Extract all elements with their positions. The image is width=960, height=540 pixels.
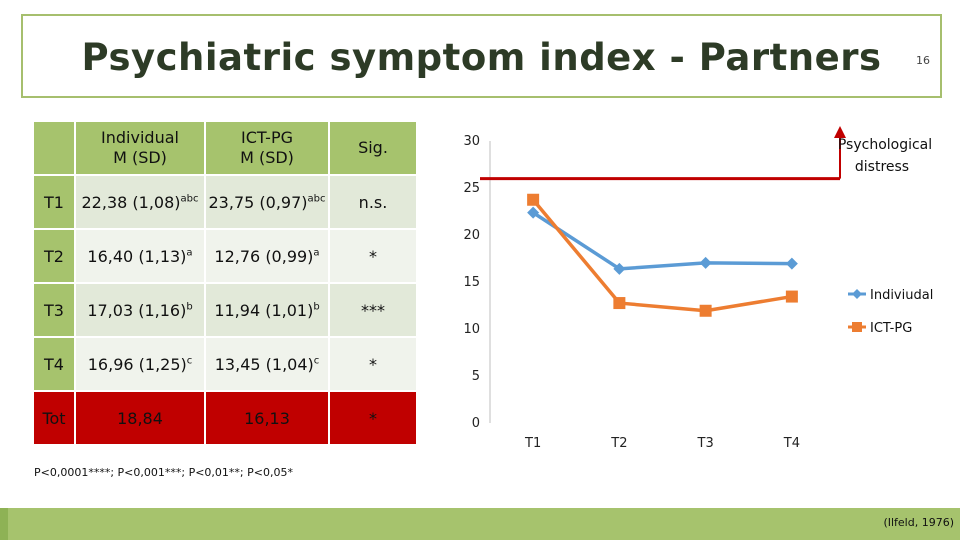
individual-value: 18,84 bbox=[76, 392, 204, 444]
row-label: T4 bbox=[34, 338, 74, 390]
y-tick-label: 5 bbox=[471, 369, 480, 384]
individual-value: 17,03 $(1,16)^b$ bbox=[76, 284, 204, 336]
table-row bbox=[34, 176, 416, 228]
header-ictpg-line2: M (SD) bbox=[240, 148, 294, 167]
sig-value: n.s. bbox=[330, 176, 416, 228]
table-row bbox=[34, 338, 416, 390]
slide-number: 16 bbox=[916, 54, 930, 67]
title-box bbox=[21, 14, 942, 98]
ictpg-value: 11,94 $(1,01)^b$ bbox=[206, 284, 328, 336]
sig-value: * bbox=[330, 338, 416, 390]
footer-bar-edge bbox=[0, 508, 8, 540]
individual-value: 16,40 $(1,13)^a$ bbox=[76, 230, 204, 282]
data-point bbox=[527, 194, 539, 206]
header-individual-line2: M (SD) bbox=[113, 148, 167, 167]
data-point bbox=[613, 297, 625, 309]
legend-marker bbox=[852, 322, 862, 332]
table-header-row bbox=[34, 122, 416, 174]
row-label: T1 bbox=[34, 176, 74, 228]
row-label: Tot bbox=[34, 392, 74, 444]
header-ictpg-line1: ICT-PG bbox=[240, 128, 293, 147]
row-label: T3 bbox=[34, 284, 74, 336]
legend-marker bbox=[852, 289, 862, 299]
significance-footnote: P<0,0001****; P<0,001***; P<0,01**; P<0,05* bbox=[34, 466, 293, 479]
header-individual bbox=[76, 122, 204, 174]
y-tick-label: 25 bbox=[463, 181, 480, 196]
x-tick-label: T1 bbox=[525, 436, 542, 451]
citation: (Ilfeld, 1976) bbox=[883, 516, 954, 529]
table-row bbox=[34, 230, 416, 282]
individual-value: 16,96 $(1,25)^c$ bbox=[76, 338, 204, 390]
y-tick-label: 20 bbox=[463, 228, 480, 243]
ictpg-value: 12,76 $(0,99)^a$ bbox=[206, 230, 328, 282]
header-individual-line1: Individual bbox=[101, 128, 179, 147]
data-point bbox=[700, 305, 712, 317]
threshold-label-line1: Psychological bbox=[837, 137, 933, 153]
table-row bbox=[34, 284, 416, 336]
y-tick-label: 10 bbox=[463, 322, 480, 337]
ictpg-value: 16,13 bbox=[206, 392, 328, 444]
sig-value: *** bbox=[330, 284, 416, 336]
series-line-individual bbox=[533, 213, 792, 269]
legend-label: ICT-PG bbox=[870, 321, 913, 336]
data-point bbox=[786, 291, 798, 303]
header-ictpg bbox=[206, 122, 328, 174]
row-label: T2 bbox=[34, 230, 74, 282]
ictpg-value: 23,75 $(0,97)^{abc}$ bbox=[206, 176, 328, 228]
y-tick-label: 15 bbox=[463, 275, 480, 290]
y-tick-label: 30 bbox=[463, 134, 480, 149]
sig-value: * bbox=[330, 392, 416, 444]
footer-bar bbox=[0, 508, 960, 540]
series-line-ictpg bbox=[533, 200, 792, 311]
line-chart bbox=[440, 118, 950, 458]
x-tick-label: T2 bbox=[611, 436, 628, 451]
slide-title: Psychiatric symptom index - Partners bbox=[81, 36, 882, 79]
results-table bbox=[32, 120, 418, 446]
header-sig: Sig. bbox=[330, 122, 416, 174]
data-point bbox=[700, 257, 712, 269]
x-tick-label: T3 bbox=[697, 436, 714, 451]
sig-value: * bbox=[330, 230, 416, 282]
table-corner bbox=[34, 122, 74, 174]
threshold-label-line2: distress bbox=[854, 159, 910, 175]
ictpg-value: 13,45 $(1,04)^c$ bbox=[206, 338, 328, 390]
y-tick-label: 0 bbox=[471, 416, 480, 431]
data-point bbox=[786, 258, 798, 270]
table-row-total bbox=[34, 392, 416, 444]
legend-label: Indiviudal bbox=[870, 288, 934, 303]
individual-value: 22,38 $(1,08)^{abc}$ bbox=[76, 176, 204, 228]
x-tick-label: T4 bbox=[783, 436, 800, 451]
